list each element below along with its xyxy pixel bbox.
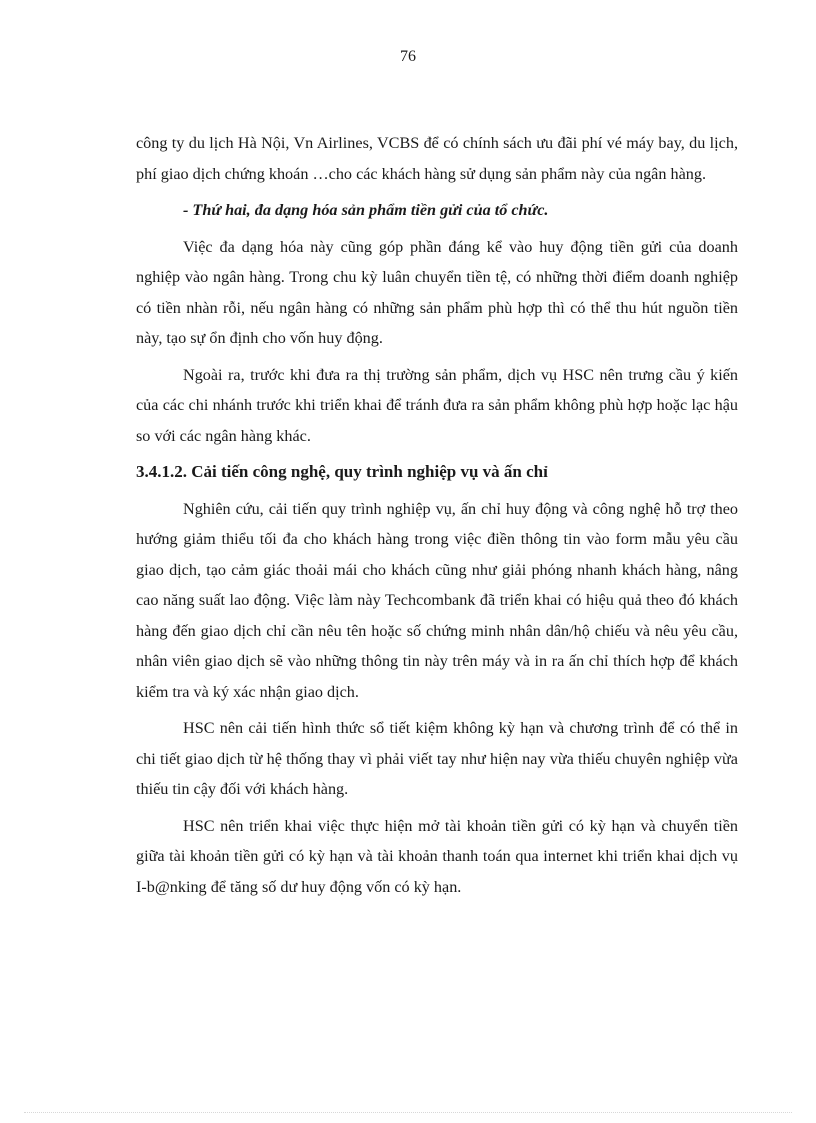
paragraph-diversification: Việc đa dạng hóa này cũng góp phần đáng kể vào huy động tiền gửi của doanh nghiệp vào ngân hàng. Trong chu kỳ luân chuyển tiền tệ, có những thời điểm doanh nghiệp có tiền nhàn rỗi, nếu ngân hàng có những sản phẩm phù hợp thì có thể thu hút nguồn tiền này, tạo sự ổn định cho vốn huy động. (136, 237, 738, 347)
paragraph-ibanking: HSC nên triển khai việc thực hiện mở tài khoản tiền gửi có kỳ hạn và chuyển tiền giữa tài khoản tiền gửi có kỳ hạn và tài khoản thanh toán qua internet khi triển khai dịch vụ I-b@nking để tăng số dư huy động vốn có kỳ hạn. (136, 816, 738, 896)
paragraph-savings-book: HSC nên cải tiến hình thức sổ tiết kiệm không kỳ hạn và chương trình để có thể in chi tiết giao dịch từ hệ thống thay vì phải viết tay như hiện nay vừa thiếu chuyên nghiệp vừa thiếu tin cậy đối với khách hàng. (136, 719, 738, 798)
section-heading-3-4-1-2: 3.4.1.2. Cải tiến công nghệ, quy trình nghiệp vụ và ấn chỉ (136, 462, 548, 481)
paragraph-survey-branches: Ngoài ra, trước khi đưa ra thị trường sản phẩm, dịch vụ HSC nên trưng cầu ý kiến của các chi nhánh trước khi triển khai để tránh đưa ra sản phẩm không phù hợp hoặc lạc hậu so với các ngân hàng khác. (136, 365, 738, 445)
paragraph-continuation: công ty du lịch Hà Nội, Vn Airlines, VCBS để có chính sách ưu đãi phí vé máy bay, du lịch, phí giao dịch chứng khoán …cho các khách hàng sử dụng sản phẩm này của ngân hàng. (136, 134, 738, 183)
page-bottom-divider (24, 1112, 792, 1113)
sub-heading-diversify-deposits: - Thứ hai, đa dạng hóa sản phẩm tiền gửi của tổ chức. (183, 201, 549, 219)
paragraph-process-improvement: Nghiên cứu, cải tiến quy trình nghiệp vụ, ấn chỉ huy động và công nghệ hỗ trợ theo hướng giảm thiểu tối đa cho khách hàng trong việc điền thông tin vào form mẫu yêu cầu giao dịch, tạo cảm giác thoải mái cho khách cũng như giải phóng nhanh khách hàng, nâng cao năng suất lao động. Việc làm này Techcombank đã triển khai có hiệu quả theo đó khách hàng đến giao dịch chỉ cần nêu tên hoặc số chứng minh nhân dân/hộ chiếu và nêu yêu cầu, nhân viên giao dịch sẽ vào những thông tin này trên máy và in ra ấn chỉ thích hợp để khách kiểm tra và ký xác nhận giao dịch. (136, 499, 738, 701)
page-number: 76 (400, 48, 416, 65)
document-body (136, 128, 738, 908)
